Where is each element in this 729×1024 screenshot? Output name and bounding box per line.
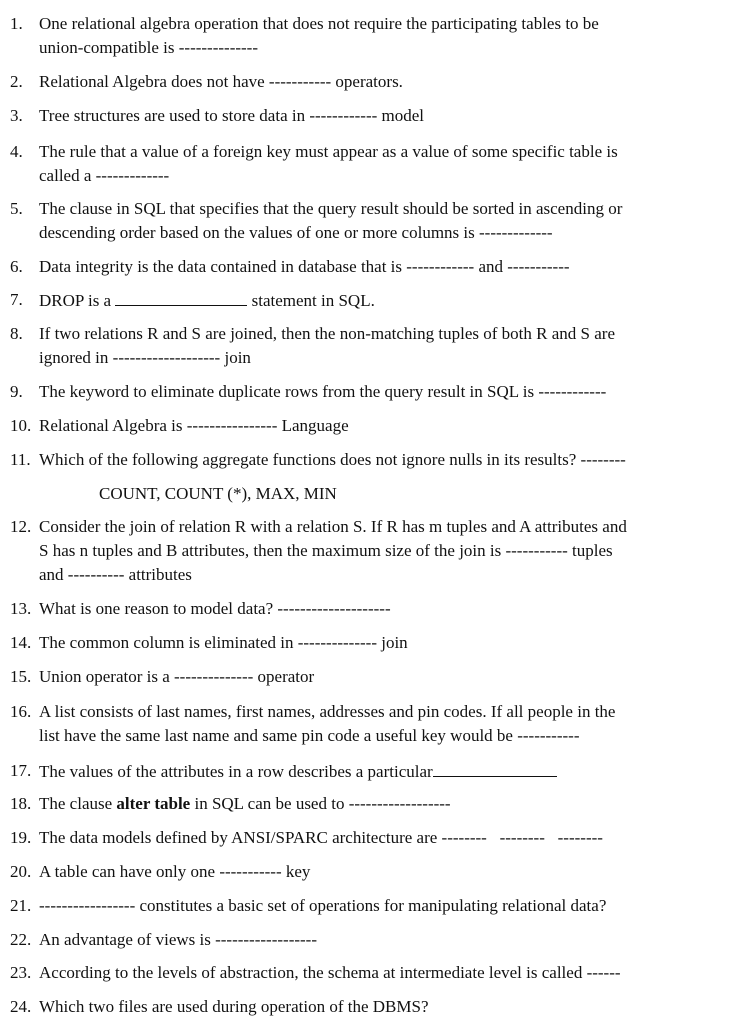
question-text: ignored in ------------------- join — [39, 348, 251, 367]
question-number: 18. — [10, 794, 32, 813]
question-text: According to the levels of abstraction, the schema at intermediate level is called ------ — [39, 963, 621, 982]
question-number: 17. — [10, 761, 32, 780]
question-text: Consider the join of relation R with a relation S. If R has m tuples and A attributes and — [39, 517, 627, 536]
question-text: The rule that a value of a foreign key must appear as a value of some specific table is — [39, 142, 618, 161]
question-text: ----------------- constitutes a basic set of operations for manipulating relational data? — [39, 896, 607, 915]
question-number: 15. — [10, 667, 32, 686]
question-text: The clause — [39, 794, 113, 813]
answer-blank — [115, 288, 247, 306]
question-number: 16. — [10, 702, 32, 721]
question-number: 22. — [10, 930, 32, 949]
question-text: One relational algebra operation that does not require the participating tables to be — [39, 14, 599, 33]
question-number: 11. — [10, 450, 31, 469]
question-text: list have the same last name and same pin code a useful key would be ----------- — [39, 726, 580, 745]
question-item — [10, 322, 715, 370]
question-text: The data models defined by ANSI/SPARC architecture are -------- -------- -------- — [39, 828, 603, 847]
question-number: 6. — [10, 257, 23, 276]
question-number: 5. — [10, 199, 23, 218]
question-text: statement in SQL. — [251, 291, 375, 310]
question-number: 12. — [10, 517, 32, 536]
question-number: 14. — [10, 633, 32, 652]
question-text: The values of the attributes in a row describes a particular — [39, 762, 433, 781]
answer-options: COUNT, COUNT (*), MAX, MIN — [99, 484, 337, 503]
question-text: and ---------- attributes — [39, 565, 192, 584]
question-text: A table can have only one ----------- key — [39, 862, 311, 881]
question-number: 1. — [10, 14, 23, 33]
question-number: 8. — [10, 324, 23, 343]
question-number: 3. — [10, 106, 23, 125]
question-text: DROP is a — [39, 291, 112, 310]
question-item — [10, 700, 715, 748]
question-number: 19. — [10, 828, 32, 847]
question-number: 23. — [10, 963, 32, 982]
question-number: 13. — [10, 599, 32, 618]
question-text: A list consists of last names, first names, addresses and pin codes. If all people in the — [39, 702, 616, 721]
question-text: descending order based on the values of one or more columns is ------------- — [39, 223, 553, 242]
question-number: 20. — [10, 862, 32, 881]
question-number: 2. — [10, 72, 23, 91]
question-keyword: alter table — [116, 794, 191, 813]
question-text: The common column is eliminated in -------------- join — [39, 633, 408, 652]
question-number: 21. — [10, 896, 32, 915]
question-text: called a ------------- — [39, 166, 170, 185]
question-text: An advantage of views is ------------------ — [39, 930, 317, 949]
question-text: What is one reason to model data? -------------------- — [39, 599, 391, 618]
question-number: 10. — [10, 416, 32, 435]
question-text: in SQL can be used to ------------------ — [194, 794, 451, 813]
question-item — [10, 197, 715, 245]
question-text: Relational Algebra is ---------------- Language — [39, 416, 349, 435]
question-item — [10, 12, 715, 60]
question-text: The clause in SQL that specifies that the query result should be sorted in ascending or — [39, 199, 623, 218]
question-text: Relational Algebra does not have ----------- operators. — [39, 72, 403, 91]
question-text: If two relations R and S are joined, then the non-matching tuples of both R and S are — [39, 324, 615, 343]
question-text: Which two files are used during operation of the DBMS? — [39, 997, 429, 1016]
question-item — [10, 140, 715, 188]
question-text: Tree structures are used to store data in ------------ model — [39, 106, 425, 125]
answer-blank — [433, 759, 557, 777]
question-number: 7. — [10, 290, 23, 309]
question-text: S has n tuples and B attributes, then the maximum size of the join is ----------- tuples — [39, 541, 613, 560]
question-text: Which of the following aggregate functions does not ignore nulls in its results? -------- — [39, 450, 626, 469]
question-text: union-compatible is -------------- — [39, 38, 259, 57]
question-number: 9. — [10, 382, 23, 401]
question-number: 24. — [10, 997, 32, 1016]
question-number: 4. — [10, 142, 23, 161]
question-item — [10, 515, 715, 587]
question-text: Data integrity is the data contained in database that is ------------ and ----------- — [39, 257, 570, 276]
question-text: The keyword to eliminate duplicate rows from the query result in SQL is ------------ — [39, 382, 607, 401]
question-text: Union operator is a -------------- operator — [39, 667, 315, 686]
